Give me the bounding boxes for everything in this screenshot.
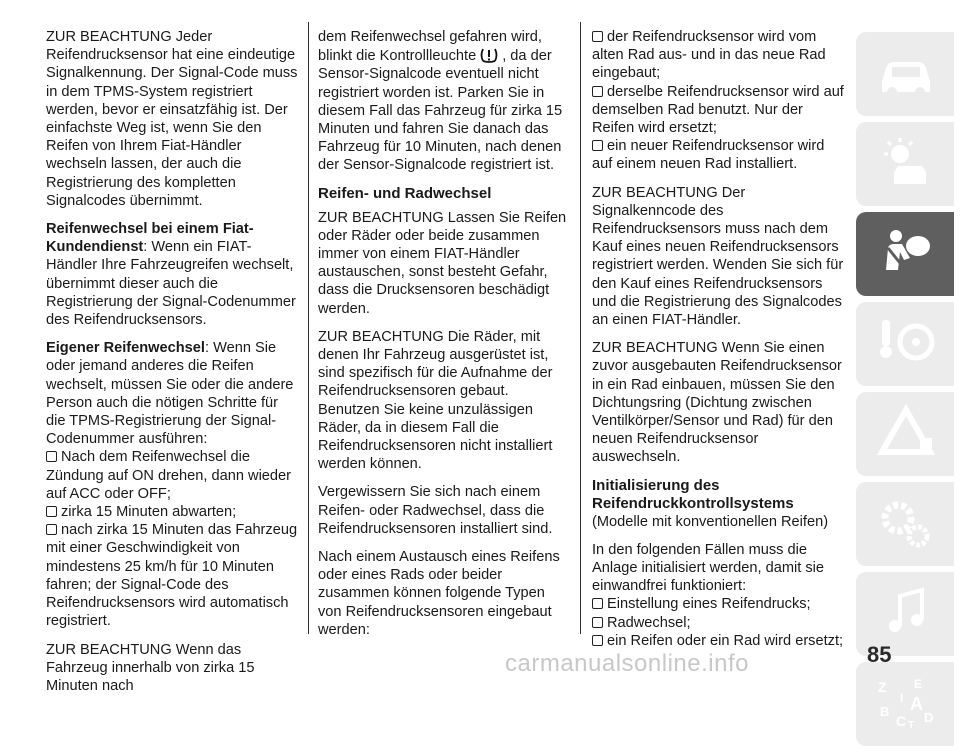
list-item: derselbe Reifendrucksensor wird auf demselben Rad benutzt. Nur der Reifen wird ersetzt; [592, 83, 844, 137]
music-note-icon [874, 582, 938, 644]
svg-text:A: A [910, 694, 923, 714]
dealer-change-heading: Reifenwechsel bei einem Fiat-Kundendienst [46, 221, 254, 256]
tab-driving[interactable] [856, 302, 954, 386]
note-signal-code: ZUR BEACHTUNG Jeder Reifendrucksensor hat eine eindeutige Signalkennung. Der Signal-Code muss in dem TPMS-System registriert werden, bevor er einsatzfähig ist. Der einfachste Weg ist, wenn Sie den Reifen von Ihrem Fiat-Händler wechseln lassen, der auch die Registrierung des kompletten Signalcodes übernimmt. [46, 29, 298, 209]
svg-text:C: C [896, 713, 907, 729]
tab-maintenance[interactable] [856, 482, 954, 566]
column-1 [46, 28, 298, 695]
note-dealer-only: ZUR BEACHTUNG Lassen Sie Reifen oder Räder oder beide zusammen immer von einem FIAT-Händler austauschen, sonst besteht Gefahr, dass die Drucksensoren beschädigt werden. [318, 209, 567, 317]
note-seal-ring: ZUR BEACHTUNG Wenn Sie einen zuvor ausgebauten Reifendrucksensor in ein Rad einbauen, müssen Sie den Dichtungsring (Dichtung zwischen Ventilkörper/Sensor und Rad) für den neuen Reifendrucksensor auswechseln. [592, 340, 842, 466]
dealer-change-paragraph [46, 220, 298, 329]
warning-light-paragraph: dem Reifenwechsel gefahren wird, blinkt die Kontrollleuchte , da der Sensor-Signalcode eventuell nicht registriert worden ist. Parken Sie in diesem Fall das Fahrzeug für zirka 15 Minuten und fahren Sie danach das Fahrzeug für 10 Minuten, nach denen der Sensor-Signalcode registriert ist. [318, 29, 563, 174]
list-item: Einstellung eines Reifendrucks; [592, 595, 844, 613]
svg-text:I: I [900, 691, 904, 705]
bullet-icon [592, 617, 603, 628]
tire-pressure-warning-icon [479, 46, 499, 64]
car-icon [874, 42, 938, 104]
list-item: zirka 15 Minuten abwarten; [46, 503, 298, 521]
section-heading-tire-change: Reifen- und Radwechsel [318, 184, 492, 202]
section-subheading: (Modelle mit konventionellen Reifen) [592, 513, 829, 530]
column-divider-1 [308, 22, 309, 634]
own-change-paragraph [46, 339, 298, 448]
tab-index[interactable] [856, 662, 954, 746]
tab-vehicle[interactable] [856, 32, 954, 116]
initialization-intro: In den folgenden Fällen muss die Anlage initialisiert werden, damit sie einwandfrei funktioniert: [592, 541, 824, 595]
note-register-new-sensor: ZUR BEACHTUNG Der Signalkenncode des Reifendrucksensors muss nach dem Kauf eines neuen Reifendrucksensors registriert werden. Wenden Sie sich für den Kauf eines Reifendrucksensors und die Registrierung des Signalcodes an einen FIAT-Händler. [592, 184, 844, 329]
svg-text:E: E [914, 677, 923, 691]
tab-emergency[interactable] [856, 392, 954, 476]
bullet-icon [592, 31, 603, 42]
note-specific-wheels: ZUR BEACHTUNG Die Räder, mit denen Ihr Fahrzeug ausgerüstet ist, sind spezifisch für die Aufnahme der Reifendrucksensoren gebaut. Benutzen Sie keine unzulässigen Räder, da in diesem Fall die Reifendrucksensoren nicht installiert werden können. [318, 328, 553, 473]
key-steering-icon [874, 312, 938, 374]
list-item: Radwechsel; [592, 614, 844, 632]
section-heading-initialization: Initialisierung des Reifendruckkontrollsystems [592, 476, 794, 512]
airbag-seatbelt-icon [874, 222, 938, 284]
svg-text:B: B [880, 704, 890, 719]
list-item: der Reifendrucksensor wird vom alten Rad aus- und in das neue Rad eingebaut; [592, 29, 826, 82]
bullet-icon [46, 524, 57, 535]
bullet-icon [592, 598, 603, 609]
watermark: carmanualsonline.info [505, 650, 749, 677]
gears-icon [874, 492, 938, 554]
tab-safety[interactable] [856, 212, 954, 296]
bullet-icon [592, 86, 603, 97]
bullet-icon [46, 506, 57, 517]
bullet-icon [46, 451, 57, 462]
dealer-change-text: : Wenn ein FIAT-Händler Ihre Fahrzeugreifen wechselt, übernimmt dieser auch die Registrierung der Signal-Codenummer des Reifendrucksensors. [46, 239, 296, 329]
tab-lights[interactable] [856, 122, 954, 206]
own-change-text: : Wenn Sie oder jemand anderes die Reifen wechselt, müssen Sie oder die andere Person auch die nötigen Schritte für die TPMS-Registrierung der Signal-Codenummer ausführen: [46, 340, 294, 448]
column-3 [592, 28, 844, 650]
alphabet-index-icon [874, 672, 938, 734]
sensor-types-intro: Nach einem Austausch eines Reifens oder eines Rads oder beider zusammen können folgende Typen von Reifendrucksensoren eingebaut werden: [318, 549, 560, 638]
emergency-triangle-icon [874, 402, 938, 464]
bullet-icon [592, 140, 603, 151]
own-change-heading: Eigener Reifenwechsel [46, 340, 205, 357]
svg-text:T: T [908, 720, 915, 731]
svg-text:D: D [924, 710, 934, 725]
column-2 [318, 28, 570, 639]
list-item: Nach dem Reifenwechsel die Zündung auf ON drehen, dann wieder auf ACC oder OFF; [46, 449, 292, 502]
list-item: ein neuer Reifendrucksensor wird auf einem neuen Rad installiert. [592, 138, 825, 173]
verify-sensors: Vergewissern Sie sich nach einem Reifen- oder Radwechsel, dass die Reifendrucksensoren installiert sind. [318, 484, 553, 537]
note-time-window: ZUR BEACHTUNG Wenn das Fahrzeug innerhalb von zirka 15 Minuten nach [46, 641, 255, 694]
warning-lights-icon [874, 132, 938, 194]
page-number: 85 [867, 642, 892, 667]
list-item: ein Reifen oder ein Rad wird ersetzt; [592, 632, 844, 650]
bullet-icon [592, 635, 603, 646]
column-divider-2 [580, 22, 581, 634]
svg-text:Z: Z [878, 679, 887, 695]
list-item: nach zirka 15 Minuten das Fahrzeug mit einer Geschwindigkeit von mindestens 25 km/h für 10 Minuten fahren; der Signal-Code des Reifendrucksensors wird automatisch registriert. [46, 522, 298, 630]
